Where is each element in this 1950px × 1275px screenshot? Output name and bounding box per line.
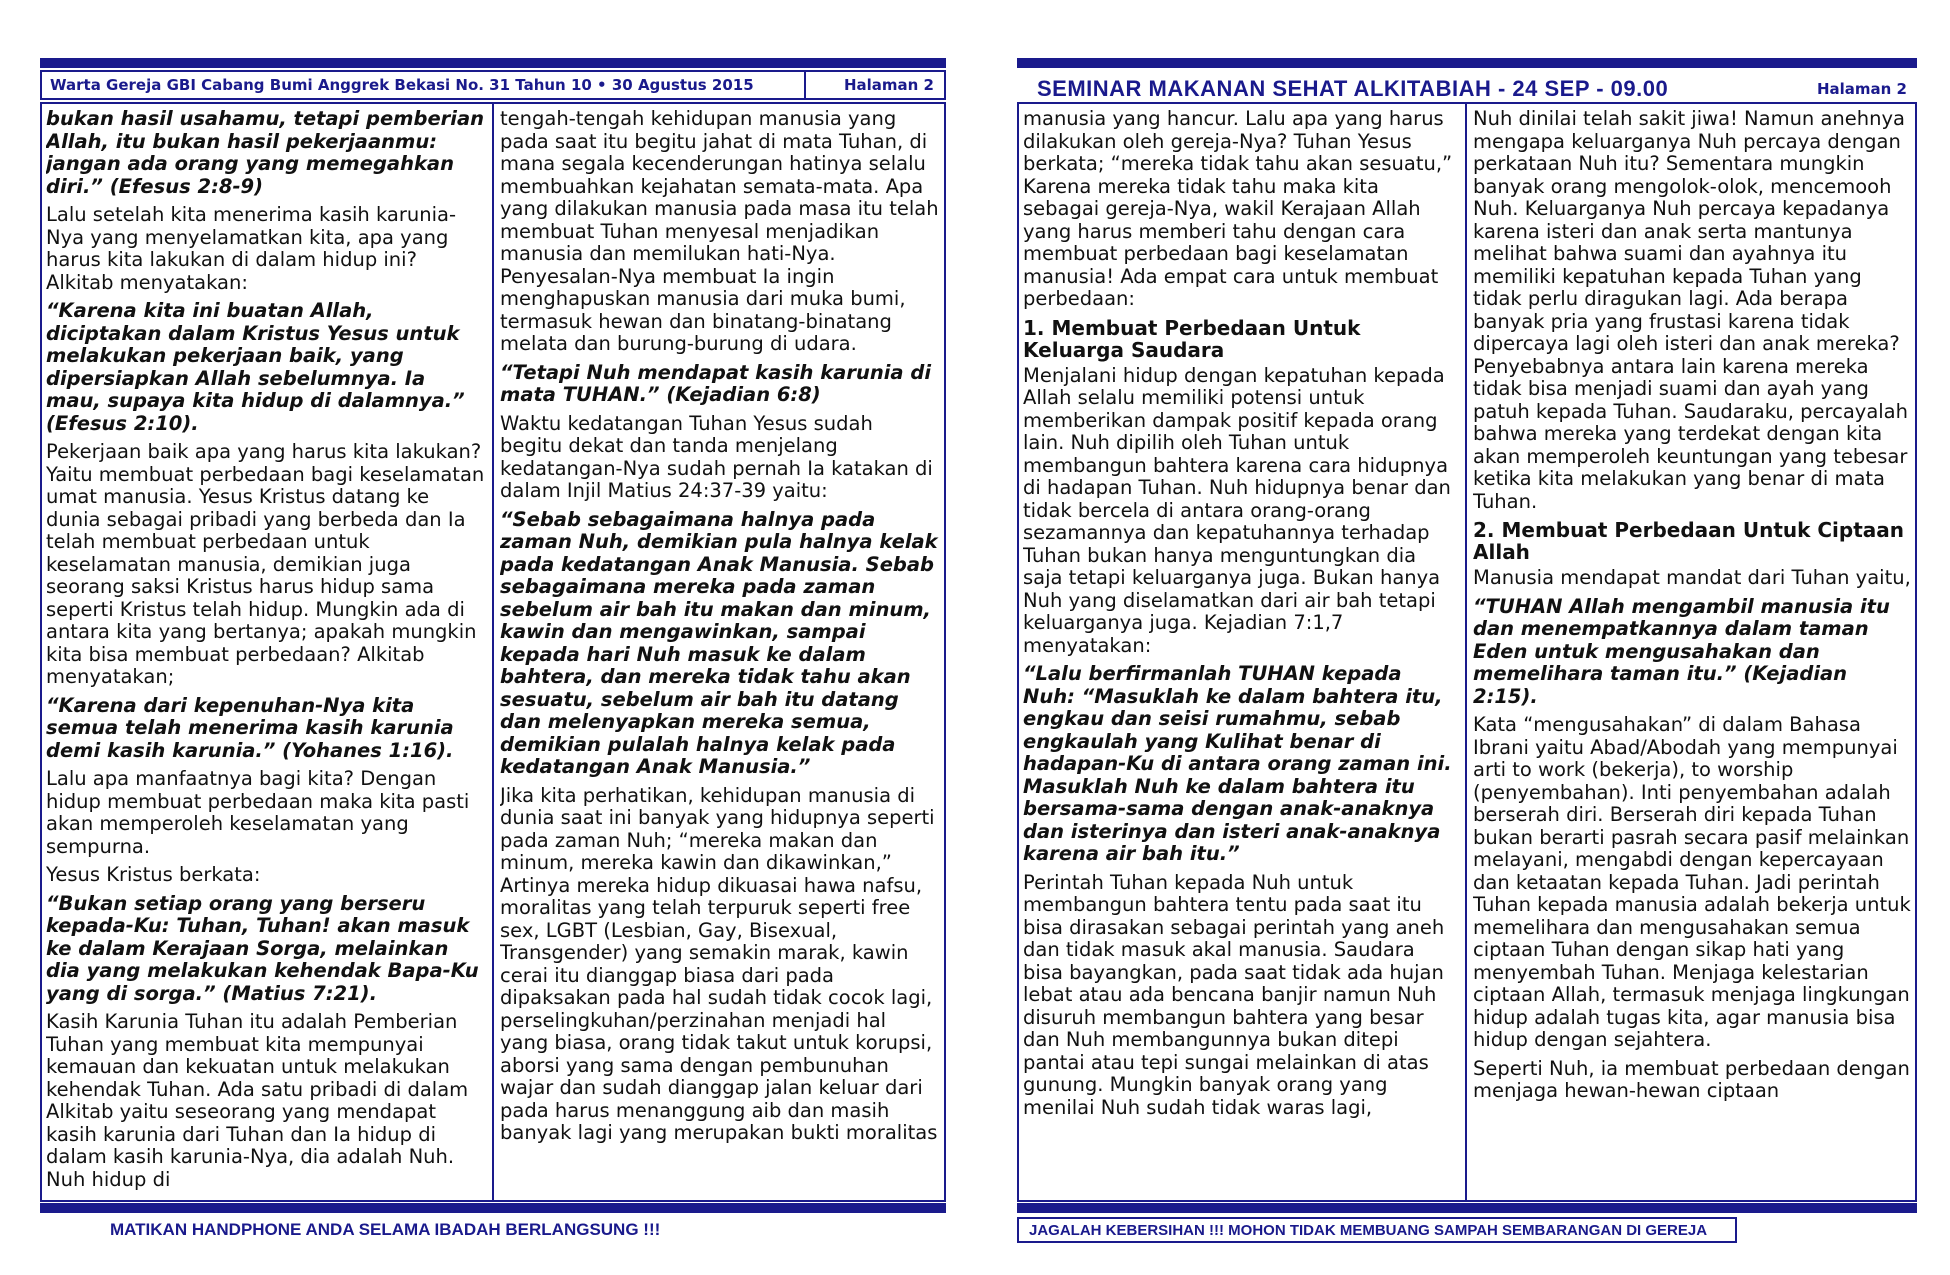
left-page — [40, 0, 976, 1275]
scripture-quote: “Karena kita ini buatan Allah, diciptakan dalam Kristus Yesus untuk melakukan pekerjaan baik, yang dipersiapkan Allah sebelumnya. Ia mau, supaya kita hidup di dalamnya.” (Efesus 2:10). — [46, 299, 465, 435]
bottom-rule — [40, 1203, 946, 1213]
top-rule — [1017, 58, 1917, 68]
scripture-quote: “Lalu berfirmanlah TUHAN kepada Nuh: “Masuklah ke dalam bahtera itu, engkau dan seisi rumahmu, sebab engkaulah yang Kulihat benar di hadapan-Ku di antara orang zaman ini. Masuklah Nuh ke dalam bahtera itu bersama-sama dengan anak-anaknya dan isterinya dan isteri anak-anaknya karena air bah itu.” — [1023, 662, 1452, 865]
body-paragraph: Kata “mengusahakan” di dalam Bahasa Ibrani yaitu Abad/Abodah yang mempunyai arti to work (bekerja), to worship (penyembahan). Inti penyembahan adalah berserah diri. Berserah diri kepada Tuhan bukan berarti pasrah secara pasif melainkan melayani, mengabdi dengan kepercayaan dan ketaatan kepada Tuhan. Jadi perintah Tuhan kepada manusia adalah bekerja untuk memelihara dan mengusahakan semua ciptaan Tuhan dengan sikap hati yang menyembah Tuhan. Menjaga kelestarian ciptaan Allah, termasuk menjaga lingkungan hidup adalah tugas kita, agar manusia bisa hidup dengan sejahtera. — [1473, 713, 1911, 1051]
right-page — [1017, 0, 1917, 1275]
body-paragraph: Lalu apa manfaatnya bagi kita? Dengan hidup membuat perbedaan maka kita pasti akan memperoleh keselamatan yang sempurna. — [46, 767, 470, 858]
body-paragraph: Perintah Tuhan kepada Nuh untuk membangun bahtera tentu pada saat itu bisa dirasakan sebagai perintah yang aneh dan tidak masuk akal manusia. Saudara bisa bayangkan, pada saat tidak ada hujan lebat atau ada bencana banjir namun Nuh disuruh membangun bahtera yang besar dan Nuh membangunnya bukan ditepi pantai atau tepi sungai melainkan di atas gunung. Mungkin banyak orang yang menilai Nuh sudah tidak waras lagi, — [1023, 870, 1445, 1119]
bulletin-header: Warta Gereja GBI Cabang Bumi Anggrek Bekasi No. 31 Tahun 10 • 30 Agustus 2015 — [50, 76, 754, 94]
seminar-header: SEMINAR MAKANAN SEHAT ALKITABIAH - 24 SEP - 09.00 — [1037, 76, 1669, 101]
column-1 — [46, 108, 486, 1196]
body-paragraph: Pekerjaan baik apa yang harus kita lakukan? Yaitu membuat perbedaan bagi keselamatan umat manusia. Yesus Kristus datang ke dunia sebagai pribadi yang berbeda dan Ia telah membuat perbedaan untuk keselamatan manusia, demikian juga seorang saksi Kristus harus hidup sama seperti Kristus telah hidup. Mungkin ada di antara kita yang bertanya; apakah mungkin kita bisa membuat perbedaan? Alkitab menyatakan; — [46, 440, 485, 688]
header-bar — [40, 70, 946, 100]
section-heading: 1. Membuat Perbedaan Untuk Keluarga Saudara — [1023, 315, 1361, 362]
footer-notice: JAGALAH KEBERSIHAN !!! MOHON TIDAK MEMBUANG SAMPAH SEMBARANGAN DI GEREJA — [1029, 1221, 1708, 1239]
scripture-quote: “Sebab sebagaimana halnya pada zaman Nuh, demikian pula halnya kelak pada kedatangan Anak Manusia. Sebab sebagaimana mereka pada zaman sebelum air bah itu makan dan minum, kawin dan mengawinkan, sampai kepada hari Nuh masuk ke dalam bahtera, dan mereka tidak tahu akan sesuatu, sebelum air bah itu datang dan melenyapkan mereka semua, demikian pulalah halnya kelak pada kedatangan Anak Manusia.” — [500, 507, 938, 778]
body-paragraph: Menjalani hidup dengan kepatuhan kepada Allah selalu memiliki potensi untuk memberikan dampak positif kepada orang lain. Nuh dipilih oleh Tuhan untuk membangun bahtera karena cara hidupnya di hadapan Tuhan. Nuh hidupnya benar dan tidak bercela di antara orang-orang sezamannya dan kepatuhannya terhadap Tuhan bukan hanya menguntungkan dia saja tetapi keluarganya juga. Bukan hanya Nuh yang diselamatkan dari air bah tetapi keluarganya juga. Kejadian 7:1,7 menyatakan: — [1023, 363, 1451, 657]
body-paragraph: Lalu setelah kita menerima kasih karunia-Nya yang menyelamatkan kita, apa yang harus kita lakukan di dalam hidup ini? Alkitab menyatakan: — [46, 203, 457, 294]
column-2 — [1473, 108, 1911, 1196]
page-number: Halaman 2 — [1816, 80, 1907, 98]
body-paragraph: Manusia mendapat mandat dari Tuhan yaitu, — [1473, 566, 1911, 589]
body-paragraph: Yesus Kristus berkata: — [46, 863, 261, 886]
body-paragraph: manusia yang hancur. Lalu apa yang harus dilakukan oleh gereja-Nya? Tuhan Yesus berkata; “mereka tidak tahu akan sesuatu,” Karena mereka tidak tahu maka kita sebagai gereja-Nya, wakil Kerajaan Allah yang harus memberi tahu dengan cara membuat perbedaan bagi keselamatan manusia! Ada empat cara untuk membuat perbedaan: — [1023, 108, 1453, 310]
body-paragraph: tengah-tengah kehidupan manusia yang pada saat itu begitu jahat di mata Tuhan, di mana segala kecenderungan hatinya selalu membuahkan kejahatan semata-mata. Apa yang dilakukan manusia pada masa itu telah membuat Tuhan menyesal menjadikan manusia dan memilukan hati-Nya. Penyesalan-Nya membuat Ia ingin menghapuskan manusia dari muka bumi, termasuk hewan dan binatang-binatang melata dan burung-burung di udara. — [500, 108, 939, 355]
scripture-quote: “Bukan setiap orang yang berseru kepada-Ku: Tuhan, Tuhan! akan masuk ke dalam Kerajaan Sorga, melainkan dia yang melakukan kehendak Bapa-Ku yang di sorga.” (Matius 7:21). — [46, 891, 479, 1005]
body-paragraph: Waktu kedatangan Tuhan Yesus sudah begitu dekat dan tanda menjelang kedatangan-Nya sudah pernah Ia katakan di dalam Injil Matius 24:37-39 yaitu: — [500, 411, 933, 502]
bottom-rule — [1017, 1203, 1917, 1213]
column-2 — [500, 108, 940, 1196]
scripture-quote: “Tetapi Nuh mendapat kasih karunia di mata TUHAN.” (Kejadian 6:8) — [500, 360, 931, 406]
body-paragraph: Seperti Nuh, ia membuat perbedaan dengan menjaga hewan-hewan ciptaan — [1473, 1056, 1910, 1102]
scripture-quote: “TUHAN Allah mengambil manusia itu dan menempatkannya dalam taman Eden untuk mengusahakan dan memelihara taman itu.” (Kejadian 2:15). — [1473, 594, 1890, 708]
section-heading: 2. Membuat Perbedaan Untuk Ciptaan Allah — [1473, 518, 1905, 564]
column-1 — [1023, 108, 1459, 1196]
scripture-quote: “Karena dari kepenuhan-Nya kita semua telah menerima kasih karunia demi kasih karunia.” (Yohanes 1:16). — [46, 693, 454, 762]
top-rule — [40, 58, 946, 68]
column-divider — [1465, 104, 1467, 1200]
page-number: Halaman 2 — [804, 72, 944, 98]
scripture-quote: bukan hasil usahamu, tetapi pemberian Allah, itu bukan hasil pekerjaanmu: jangan ada orang yang memegahkan diri.” (Efesus 2:8-9) — [46, 108, 485, 198]
body-paragraph: Kasih Karunia Tuhan itu adalah Pemberian Tuhan yang membuat kita mempunyai kemauan dan kekuatan untuk melakukan kehendak Tuhan. Ada satu pribadi di dalam Alkitab yaitu seseorang yang mendapat kasih karunia dari Tuhan dan Ia hidup di dalam kasih karunia-Nya, dia adalah Nuh. Nuh hidup di — [46, 1010, 469, 1191]
footer-notice: MATIKAN HANDPHONE ANDA SELAMA IBADAH BERLANGSUNG !!! — [110, 1220, 661, 1239]
column-divider — [492, 104, 494, 1200]
body-paragraph: Jika kita perhatikan, kehidupan manusia di dunia saat ini banyak yang hidupnya seperti pada zaman Nuh; “mereka makan dan minum, mereka kawin dan dikawinkan,” Artinya mereka hidup dikuasai hawa nafsu, moralitas yang telah terpuruk seperti free sex, LGBT (Lesbian, Gay, Bisexual, Transgender) yang semakin marak, kawin cerai itu dianggap biasa dari pada dipaksakan pada hal sudah tidak cocok lagi, perselingkuhan/perzinahan menjadi hal yang biasa, orang tidak takut untuk korupsi, aborsi yang sama dengan pembunuhan wajar dan sudah dianggap jalan keluar dari pada harus menanggung aib dan masih banyak lagi yang merupakan bukti moralitas — [500, 783, 938, 1144]
footer-box — [1017, 1217, 1737, 1243]
body-paragraph: Nuh dinilai telah sakit jiwa! Namun anehnya mengapa keluarganya Nuh percaya dengan perkataan Nuh itu? Sementara mungkin banyak orang mengolok-olok, mencemooh Nuh. Keluarganya Nuh percaya kepadanya karena isteri dan anak serta mantunya melihat bahwa suami dan ayahnya itu memiliki kepatuhan kepada Tuhan yang tidak perlu diragukan lagi. Ada berapa banyak pria yang frustasi karena tidak dipercaya lagi oleh isteri dan anak mereka? Penyebabnya antara lain karena mereka tidak bisa menjadi suami dan ayah yang patuh kepada Tuhan. Saudaraku, percayalah bahwa mereka yang terdekat dengan kita akan memperoleh keuntungan yang tebesar ketika kita melakukan yang benar di mata Tuhan. — [1473, 108, 1908, 513]
